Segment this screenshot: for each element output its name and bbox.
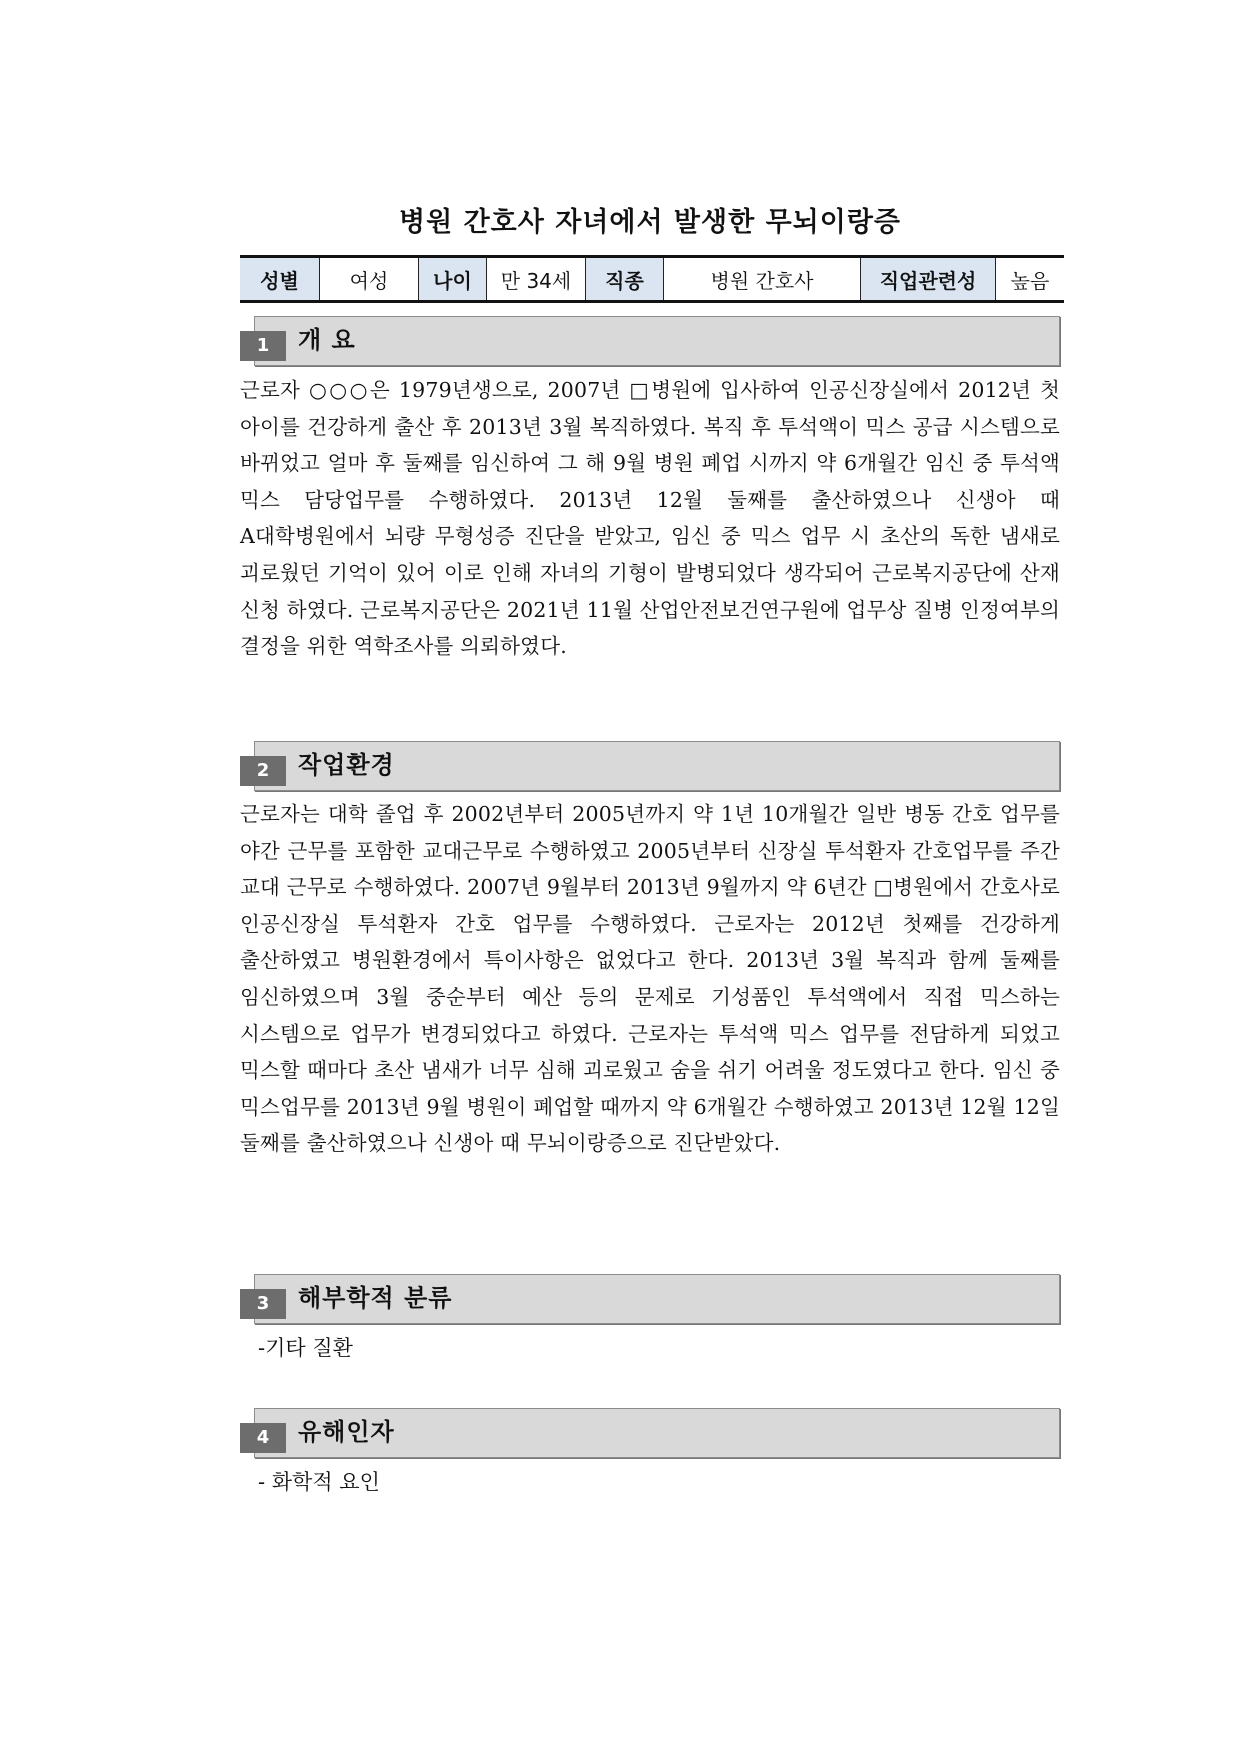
section-body-overview: 근로자 ○○○은 1979년생으로, 2007년 □병원에 입사하여 인공신장실에서 2012년 첫 아이를 건강하게 출산 후 2013년 3월 복직하였다. 복직 후 투석액이 믹스 공급 시스템으로 바뀌었고 얼마 후 둘째를 임신하여 그 해 9월 병원 폐업 시까지 약 6개월간 임신 중 투석액 믹스 담당업무를 수행하였다. 2013년 12월 둘째를 출산하였으나 신생아 때 A대학병원에서 뇌량 무형성증 진단을 받았고, 임신 중 믹스 업무 시 초산의 독한 냄새로 괴로웠던 기억이 있어 이로 인해 자녀의 기형이 발병되었다 생각되어 근로복지공단에 산재 신청 하였다. 근로복지공단은 2021년 11월 산업안전보건연구원에 업무상 질병 인정여부의 결정을 위한 역학조사를 의뢰하였다. <box>240 378 1061 659</box>
relevance-label: 직업관련성 <box>861 257 996 302</box>
section-title: 개 요 <box>298 326 356 354</box>
section-number: 3 <box>240 1289 286 1319</box>
job-label: 직종 <box>586 257 664 302</box>
section-body-anatomical-classification: -기타 질환 <box>258 1336 353 1360</box>
section-body-hazard-factor: - 화학적 요인 <box>258 1470 380 1494</box>
job-value: 병원 간호사 <box>664 257 861 302</box>
case-info-table <box>240 255 1064 303</box>
section-header-bar <box>254 316 1060 366</box>
section-header-hazard-factor <box>240 1408 1060 1458</box>
document-title: 병원 간호사 자녀에서 발생한 무뇌이랑증 <box>399 207 901 238</box>
section-header-anatomical-classification <box>240 1274 1060 1324</box>
section-header-work-environment <box>240 741 1060 791</box>
relevance-value: 높음 <box>996 257 1065 302</box>
age-value: 만 34세 <box>487 257 586 302</box>
section-title: 유해인자 <box>298 1418 395 1446</box>
sex-value: 여성 <box>320 257 419 302</box>
section-header-overview <box>240 316 1060 366</box>
section-number: 2 <box>240 756 286 786</box>
section-number: 4 <box>240 1423 286 1453</box>
age-label: 나이 <box>419 257 487 302</box>
sex-label: 성별 <box>240 257 320 302</box>
section-number: 1 <box>240 331 286 361</box>
section-body-work-environment: 근로자는 대학 졸업 후 2002년부터 2005년까지 약 1년 10개월간 일반 병동 간호 업무를 야간 근무를 포함한 교대근무로 수행하였고 2005년부터 신장실 투석환자 간호업무를 주간 교대 근무로 수행하였다. 2007년 9월부터 2013년 9월까지 약 6년간 □병원에서 간호사로 인공신장실 투석환자 간호 업무를 수행하였다. 근로자는 2012년 첫째를 건강하게 출산하였고 병원환경에서 특이사항은 없었다고 한다. 2013년 3월 복직과 함께 둘째를 임신하였으며 3월 중순부터 예산 등의 문제로 기성품인 투석액에서 직접 믹스하는 시스템으로 업무가 변경되었다고 하였다. 근로자는 투석액 믹스 업무를 전담하게 되었고 믹스할 때마다 초산 냄새가 너무 심해 괴로웠고 숨을 쉬기 어려울 정도였다고 한다. 임신 중 믹스업무를 2013년 9월 병원이 폐업할 때까지 약 6개월간 수행하였고 2013년 12월 12일 둘째를 출산하였으나 신생아 때 무뇌이랑증으로 진단받았다. <box>240 802 1060 1156</box>
section-title: 해부학적 분류 <box>298 1284 453 1312</box>
section-title: 작업환경 <box>298 751 395 779</box>
